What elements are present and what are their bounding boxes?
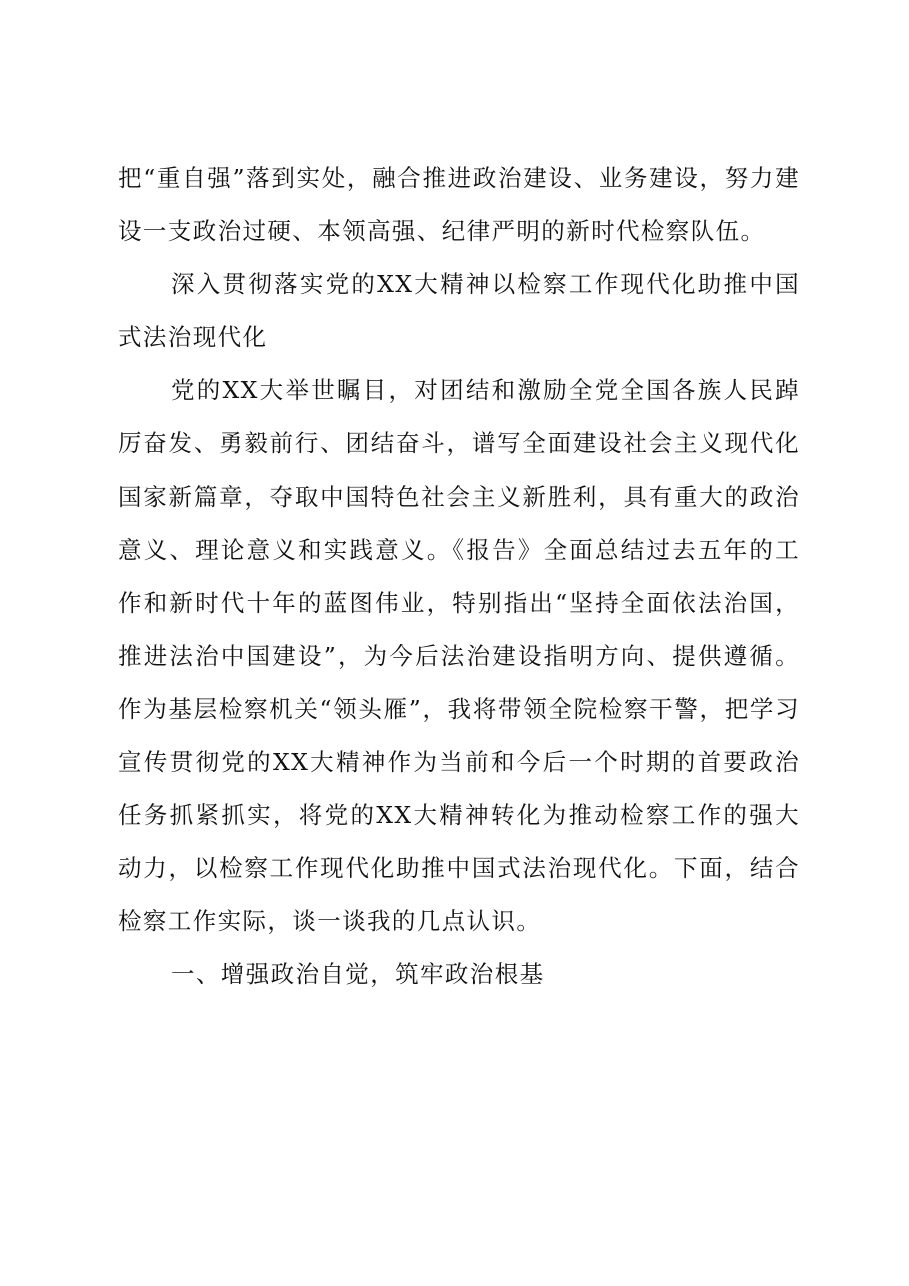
section-heading-1: 一、增强政治自觉，筑牢政治根基: [171, 960, 545, 989]
paragraph-introduction: 党的XX大举世瞩目，对团结和激励全党全国各族人民踔厉奋发、勇毅前行、团结奋斗，谱写全面建设社会主义现代化国家新篇章，夺取中国特色社会主义新胜利，具有重大的政治意义、理论意义和实践意义。《报告》全面总结过去五年的工作和新时代十年的蓝图伟业，特别指出“坚持全面依法治国，推进法治中国建设”，为今后法治建设指明方向、提供遵循。作为基层检察机关“领头雁”，我将带领全院检察干警，把学习宣传贯彻党的XX大精神作为当前和今后一个时期的首要政治任务抓紧抓实，将党的XX大精神转化为推动检察工作的强大动力，以检察工作现代化助推中国式法治现代化。下面，结合检察工作实际，谈一谈我的几点认识。: [118, 376, 800, 936]
paragraph-continuation: 把“重自强”落到实处，融合推进政治建设、业务建设，努力建设一支政治过硬、本领高强、纪律严明的新时代检察队伍。: [118, 164, 800, 246]
document-body: [118, 152, 800, 1002]
article-title: 深入贯彻落实党的XX大精神以检察工作现代化助推中国式法治现代化: [118, 270, 800, 352]
